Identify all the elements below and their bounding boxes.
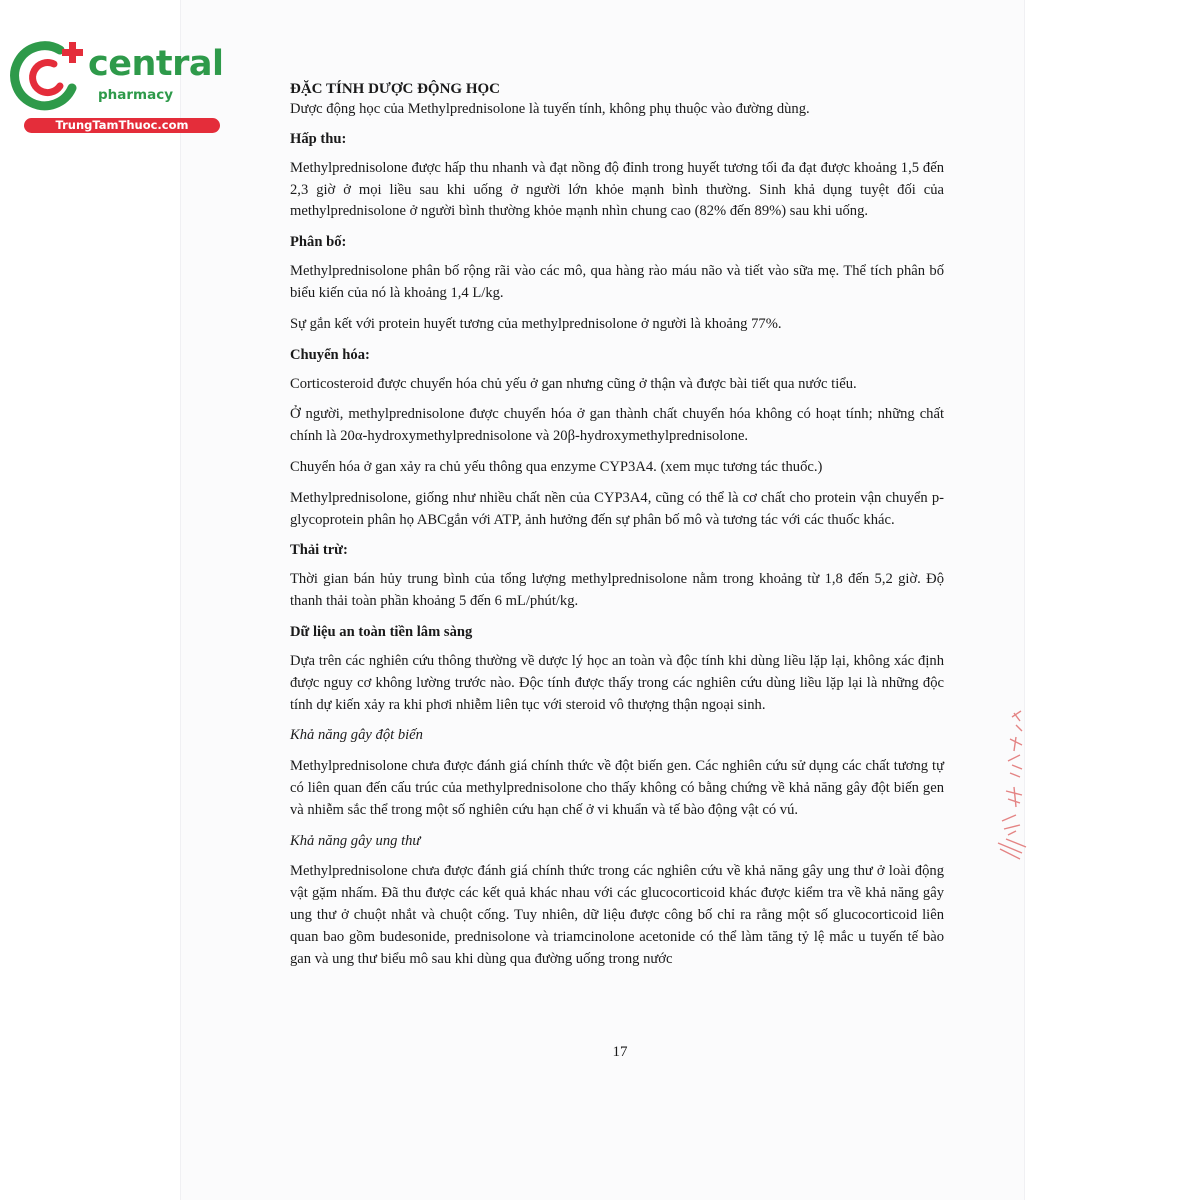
intro-paragraph: Dược động học của Methylprednisolone là tuyến tính, không phụ thuộc vào đường dùng. <box>290 101 810 117</box>
mutagenicity-heading: Khả năng gây đột biến <box>290 727 423 744</box>
carcinogenicity-paragraph: Methylprednisolone chưa được đánh giá chính thức trong các nghiên cứu về khả năng gây ung thư ở loài động vật gặm nhấm. Đã thu được các kết quả khác nhau với các glucocorticoid khác được kiểm tra về khả năng gây ung thư ở chuột nhắt và chuột cống. Tuy nhiên, dữ liệu được công bố chỉ ra rằng một số glucocorticoid liên quan bao gồm budesonide, prednisolone và triamcinolone acetonide có thể làm tăng tỷ lệ mắc u tuyến tế bào gan và ung thư biểu mô sau khi dùng qua đường uống trong nước <box>290 863 944 967</box>
distribution-paragraph-1: Methylprednisolone phân bố rộng rãi vào các mô, qua hàng rào máu não và tiết vào sữa mẹ. Thể tích phân bố biểu kiến của nó là khoảng 1,4 L/kg. <box>290 263 944 301</box>
mutagenicity-paragraph: Methylprednisolone chưa được đánh giá chính thức về đột biến gen. Các nghiên cứu sử dụng các chất tương tự có liên quan đến cấu trúc của methylprednisolone cho thấy không có bằng chứng về khả năng gây đột biến gen và nhiễm sắc thể trong một số nghiên cứu hạn chế ở vi khuẩn và tế bào động vật có vú. <box>290 758 944 818</box>
page-number: 17 <box>612 1044 628 1060</box>
brand-name: central <box>88 44 224 84</box>
distribution-paragraph-2: Sự gắn kết với protein huyết tương của methylprednisolone ở người là khoảng 77%. <box>290 315 782 332</box>
pharmacy-cross-icon <box>10 38 90 116</box>
brand-logo[interactable] <box>10 38 224 138</box>
brand-website: TrungTamThuoc.com <box>24 118 220 133</box>
section-title: ĐẶC TÍNH DƯỢC ĐỘNG HỌC <box>290 81 501 97</box>
stamp-mark <box>986 703 1032 861</box>
metabolism-heading: Chuyển hóa: <box>290 346 370 363</box>
absorption-heading: Hấp thu: <box>290 130 347 147</box>
brand-subtitle: pharmacy <box>98 87 174 103</box>
absorption-paragraph: Methylprednisolone được hấp thu nhanh và đạt nồng độ đỉnh trong huyết tương tối đa đạt được khoảng 1,5 đến 2,3 giờ ở mọi liều sau khi uống ở người lớn khỏe mạnh bình thường. Sinh khả dụng tuyệt đối của methylprednisolone ở người bình thường khỏe mạnh nhìn chung cao (82% đến 89%) sau khi uống. <box>290 159 944 220</box>
elimination-heading: Thải trừ: <box>290 542 348 559</box>
metabolism-paragraph-3: Chuyển hóa ở gan xảy ra chủ yếu thông qua enzyme CYP3A4. (xem mục tương tác thuốc.) <box>290 458 823 475</box>
metabolism-paragraph-4: Methylprednisolone, giống như nhiều chất nền của CYP3A4, cũng có thể là cơ chất cho protein vận chuyển p-glycoprotein phân họ ABCgắn với ATP, ảnh hưởng đến sự phân bố mô và tương tác với các thuốc khác. <box>290 489 944 528</box>
distribution-heading: Phân bố: <box>290 234 347 251</box>
elimination-paragraph: Thời gian bán hủy trung bình của tổng lượng methylprednisolone nằm trong khoảng từ 1,8 đến 5,2 giờ. Độ thanh thải toàn phần khoảng 5 đến 6 mL/phút/kg. <box>290 571 944 610</box>
metabolism-paragraph-1: Corticosteroid được chuyển hóa chủ yếu ở gan nhưng cũng ở thận và được bài tiết qua nước tiểu. <box>290 375 857 392</box>
carcinogenicity-heading: Khả năng gây ung thư <box>290 832 421 849</box>
document-content <box>290 79 944 979</box>
preclinical-paragraph: Dựa trên các nghiên cứu thông thường về dược lý học an toàn và độc tính khi dùng liều lặp lại, không xác định được nguy cơ không lường trước nào. Độc tính được thấy trong các nghiên cứu dùng liều lặp lại là những độc tính dự kiến xảy ra khi phơi nhiễm liên tục với steroid vô thượng thận ngoại sinh. <box>290 652 944 713</box>
metabolism-paragraph-2: Ở người, methylprednisolone được chuyển hóa ở gan thành chất chuyển hóa không có hoạt tính; những chất chính là 20α-hydroxymethylprednisolone và 20β-hydroxymethylprednisolone. <box>290 406 944 445</box>
preclinical-heading: Dữ liệu an toàn tiền lâm sàng <box>290 623 473 640</box>
